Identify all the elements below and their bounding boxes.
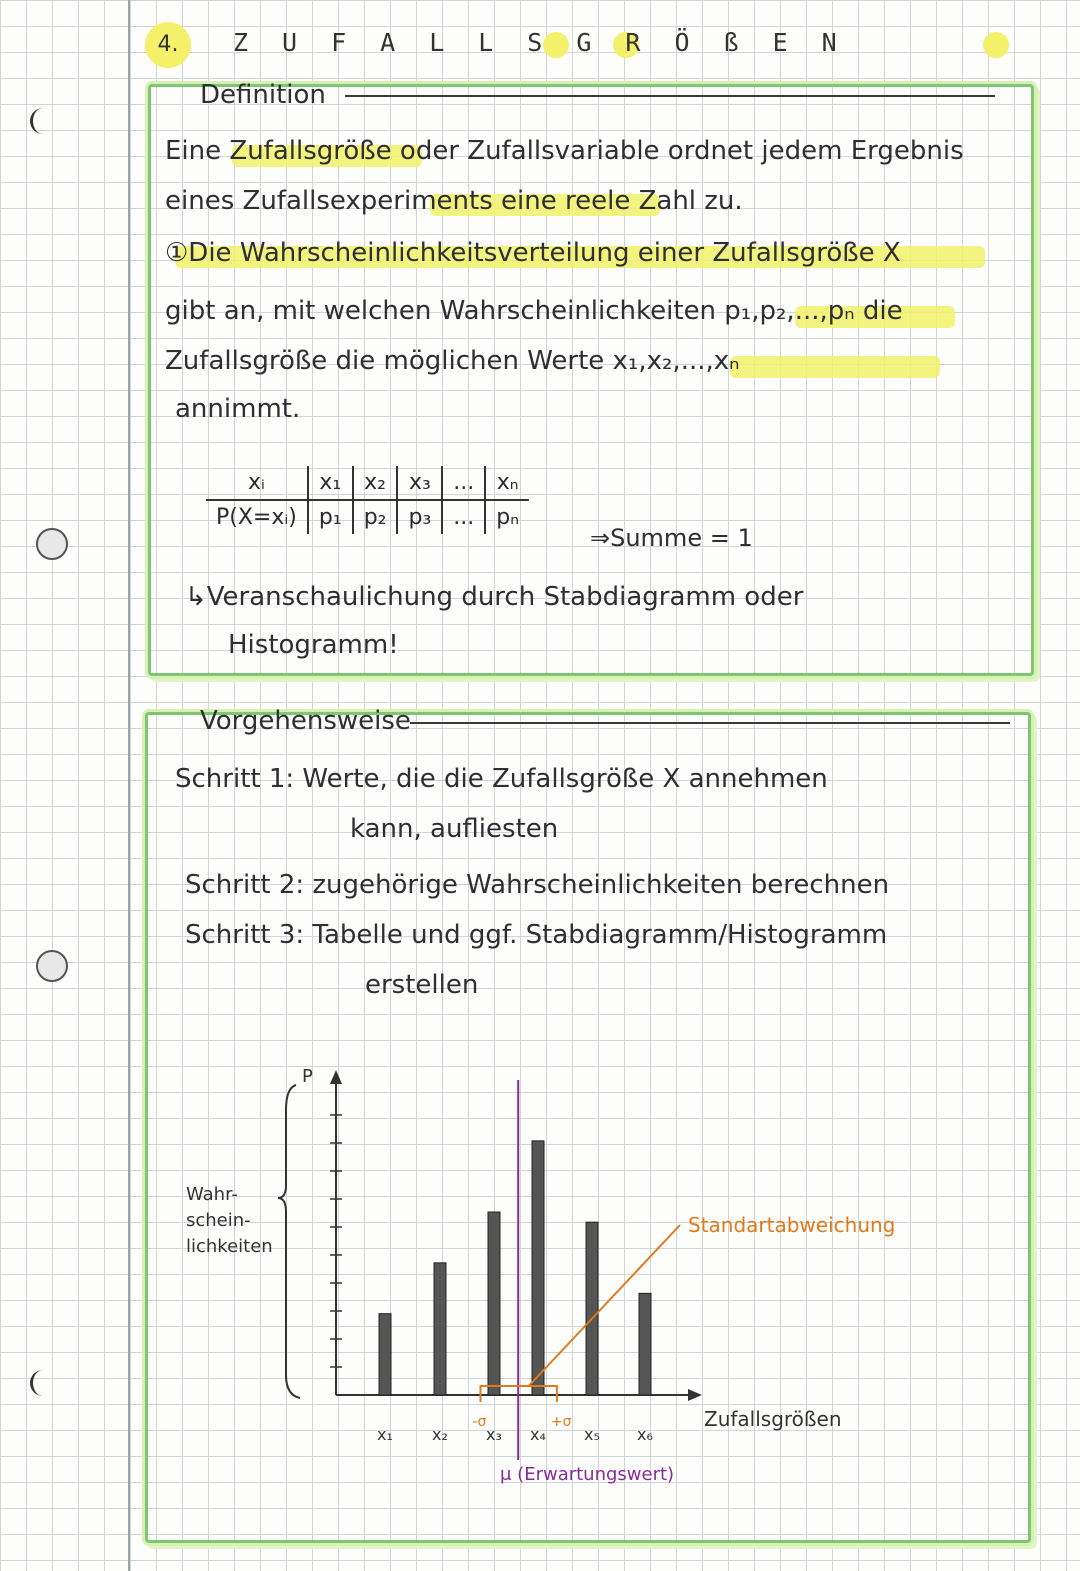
visual-note-line-1: ↳Veranschaulichung durch Stabdiagramm oder <box>185 582 804 612</box>
definition-line-1: Eine Zufallsgröße oder Zufallsvariable ordnet jedem Ergebnis <box>165 136 964 166</box>
x-tick-label-6: x₆ <box>637 1425 653 1444</box>
y-side-label-3: lichkeiten <box>186 1236 273 1257</box>
definition-line-3: ①Die Wahrscheinlichkeitsverteilung einer Zufallsgröße X <box>165 238 901 268</box>
step-2: Schritt 2: zugehörige Wahrscheinlichkeiten berechnen <box>185 870 890 900</box>
title-text: ZUFALLSGRÖßEN <box>233 28 871 57</box>
step-3-line-1: Schritt 3: Tabelle und ggf. Stabdiagramm/Histogramm <box>185 920 888 950</box>
procedure-heading: Vorgehensweise <box>200 706 411 736</box>
definition-line-5: Zufallsgröße die möglichen Werte x₁,x₂,...,xₙ <box>165 346 740 376</box>
std-pointer <box>529 1225 680 1386</box>
step-3-line-2: erstellen <box>365 970 479 1000</box>
mean-label: μ (Erwartungswert) <box>500 1464 675 1485</box>
definition-heading: Definition <box>200 80 326 110</box>
definition-line-4: gibt an, mit welchen Wahrscheinlichkeiten p₁,p₂,...,pₙ die <box>165 296 903 326</box>
brace <box>278 1085 300 1398</box>
bar-2 <box>434 1263 446 1395</box>
step-1-line-1: Schritt 1: Werte, die die Zufallsgröße X annehmen <box>175 764 828 794</box>
x-tick-label-2: x₂ <box>432 1425 448 1444</box>
sum-note: ⇒Summe = 1 <box>590 524 753 552</box>
std-plus-label: +σ <box>550 1414 572 1430</box>
x-axis-label: Zufallsgrößen <box>704 1407 842 1431</box>
y-axis-arrow <box>330 1070 342 1084</box>
x-tick-label-4: x₄ <box>530 1425 546 1444</box>
y-side-label-2: schein- <box>186 1210 251 1231</box>
std-label: Standartabweichung <box>688 1213 896 1237</box>
x-axis-arrow <box>688 1389 702 1401</box>
step-1-line-2: kann, aufliesten <box>350 814 559 844</box>
bar-4 <box>532 1141 544 1395</box>
definition-line-2: eines Zufallsexperiments eine reele Zahl zu. <box>165 186 743 216</box>
visual-note-line-2: Histogramm! <box>228 630 399 660</box>
bar-6 <box>639 1293 651 1395</box>
definition-line-6: annimmt. <box>175 394 301 424</box>
y-side-label-1: Wahr- <box>186 1184 238 1205</box>
distribution-table: xᵢ x₁ x₂ x₃ ... xₙ P(X=xᵢ) p₁ p₂ p₃ ... pₙ <box>206 466 529 534</box>
x-tick-label-3: x₃ <box>486 1425 502 1444</box>
bar-1 <box>379 1314 391 1395</box>
bar-5 <box>586 1222 598 1395</box>
x-tick-label-1: x₁ <box>377 1425 393 1444</box>
x-tick-label-5: x₅ <box>584 1425 600 1444</box>
section-number: 4. <box>145 22 191 68</box>
bar-3 <box>488 1212 500 1395</box>
std-minus-label: -σ <box>472 1414 487 1430</box>
y-axis-label: P <box>302 1066 313 1087</box>
